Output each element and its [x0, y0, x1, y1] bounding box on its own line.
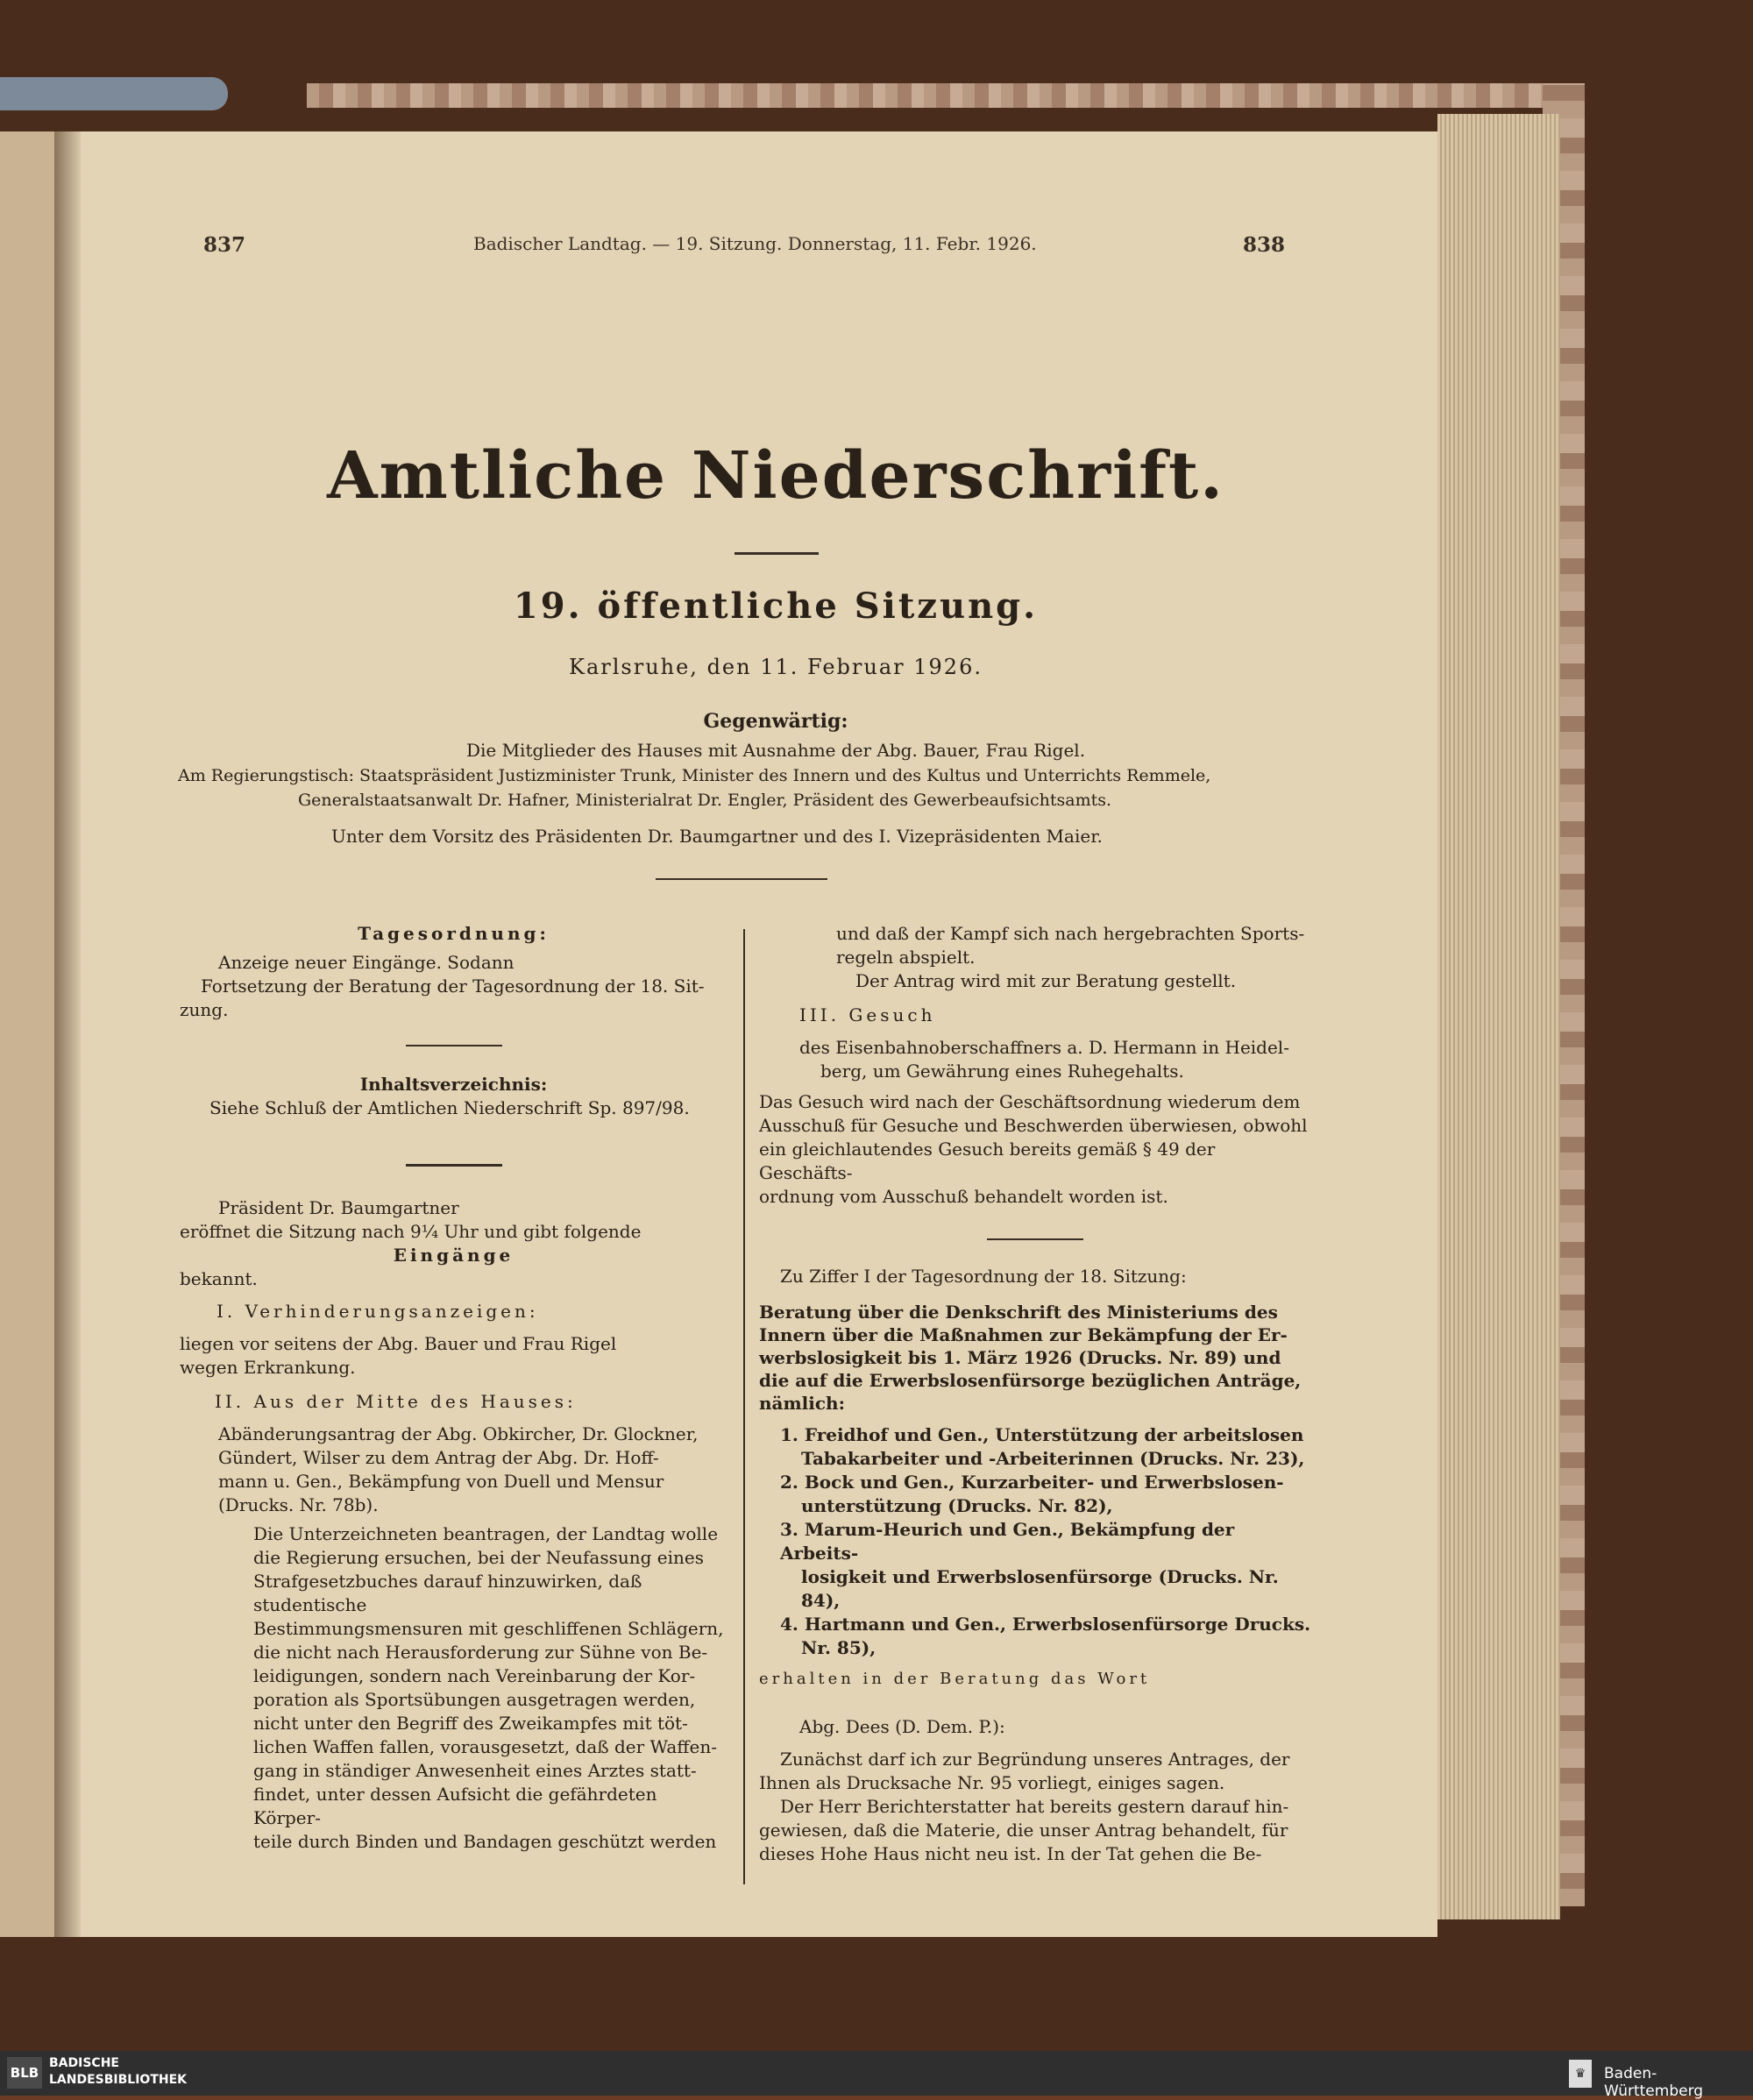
- motion-line: Gündert, Wilser zu dem Antrag der Abg. Dr. Hoff-: [218, 1447, 659, 1468]
- chair-line: Unter dem Vorsitz des Präsidenten Dr. Baumgartner und des I. Vizepräsidenten Maier.: [331, 826, 1103, 847]
- running-header: Badischer Landtag. — 19. Sitzung. Donnerstag, 11. Febr. 1926.: [473, 233, 1037, 254]
- speaker-line: Abg. Dees (D. Dem. P.):: [799, 1716, 1005, 1737]
- column-divider: [743, 929, 745, 1884]
- petition-rule: [987, 1238, 1083, 1240]
- index-heading: Inhaltsverzeichnis:: [359, 1074, 548, 1095]
- motion-text-line: lichen Waffen fallen, vorausgesetzt, daß der Waffen-: [253, 1736, 717, 1757]
- motion-list-item: 3. Marum-Heurich und Gen., Bekämpfung der Arbeits-: [780, 1519, 1235, 1564]
- ribbon-bookmark: [0, 77, 228, 110]
- motions-list: [759, 1423, 1311, 1660]
- agenda-item-2a: Fortsetzung der Beratung der Tagesordnung der 18. Sit-: [201, 976, 705, 997]
- deliberation-line: werbslosigkeit bis 1. März 1926 (Drucks. Nr. 89) und: [759, 1347, 1281, 1368]
- speech-line: Zunächst darf ich zur Begründung unseres Antrages, der: [780, 1749, 1290, 1770]
- motion-list-item: 2. Bock und Gen., Kurzarbeiter- und Erwerbslosen-: [780, 1472, 1284, 1493]
- deliberation-heading: [759, 1301, 1311, 1415]
- place-date: Karlsruhe, den 11. Februar 1926.: [569, 655, 983, 679]
- continuation-line: regeln abspielt.: [836, 947, 976, 968]
- government-line-1: Am Regierungstisch: Staatspräsident Justizminister Trunk, Minister des Innern und des Kultus und Unterrichts Remmele,: [178, 766, 1211, 785]
- page-number-right: 838: [1243, 233, 1286, 257]
- motion-list-item: Tabakarbeiter und -Arbeiterinnen (Drucks. Nr. 23),: [801, 1448, 1305, 1469]
- agenda-item-1: Anzeige neuer Eingänge. Sodann: [218, 952, 515, 973]
- motion-list-item: Nr. 85),: [801, 1637, 876, 1658]
- section-3-heading: III. Gesuch: [799, 1004, 936, 1025]
- deliberation-line: Innern über die Maßnahmen zur Bekämpfung der Er-: [759, 1324, 1288, 1345]
- motion-text-line: nicht unter den Begriff des Zweikampfes mit töt-: [253, 1713, 688, 1734]
- library-name[interactable]: [49, 2055, 187, 2089]
- agenda-item-2b: zung.: [180, 999, 229, 1020]
- title-rule: [735, 552, 819, 555]
- book-gutter: [54, 131, 81, 1937]
- blb-logo[interactable]: BLB: [7, 2057, 42, 2089]
- petition-line: des Eisenbahnoberschaffners a. D. Hermann in Heidel-: [799, 1037, 1289, 1058]
- page-stack-edges: [1437, 114, 1560, 1919]
- speech-line: dieses Hohe Haus nicht neu ist. In der Tat gehen die Be-: [759, 1843, 1262, 1864]
- state-name[interactable]: Baden-Württemberg: [1604, 2065, 1704, 2100]
- marbled-cover-top: [307, 83, 1551, 108]
- session-subtitle: 19. öffentliche Sitzung.: [513, 585, 1039, 627]
- motion-line: Abänderungsantrag der Abg. Obkircher, Dr. Glockner,: [218, 1423, 699, 1444]
- petition-text-line: Ausschuß für Gesuche und Beschwerden überwiesen, obwohl: [759, 1115, 1308, 1136]
- speech-line: gewiesen, daß die Materie, die unser Antrag behandelt, für: [759, 1820, 1288, 1841]
- index-text: Siehe Schluß der Amtlichen Niederschrift Sp. 897/98.: [209, 1097, 690, 1118]
- motion-text-line: Strafgesetzbuches darauf hinzuwirken, daß studentische: [253, 1571, 642, 1615]
- right-column: [759, 922, 1311, 1866]
- agenda-rule: [406, 1045, 502, 1046]
- motion-text-line: die Regierung ersuchen, bei der Neufassung eines: [253, 1547, 705, 1568]
- petition-text-line: ordnung vom Ausschuß behandelt worden ist.: [759, 1186, 1168, 1207]
- section-2-heading: II. Aus der Mitte des Hauses:: [215, 1391, 577, 1412]
- motion-line: (Drucks. Nr. 78b).: [218, 1494, 379, 1515]
- page-number-left: 837: [203, 233, 246, 257]
- motion-text-line: findet, unter dessen Aufsicht die gefährdeten Körper-: [253, 1784, 657, 1828]
- petition-line: berg, um Gewährung eines Ruhegehalts.: [820, 1061, 1184, 1082]
- speech: [759, 1748, 1311, 1866]
- opening-line: eröffnet die Sitzung nach 9¼ Uhr und gibt folgende: [180, 1221, 642, 1242]
- motion-text-line: poration als Sportsübungen ausgetragen werden,: [253, 1689, 696, 1710]
- motion-text-line: die nicht nach Herausforderung zur Sühne von Be-: [253, 1642, 708, 1663]
- petition-text-line: ein gleichlautendes Gesuch bereits gemäß § 49 der Geschäfts-: [759, 1139, 1216, 1183]
- section-1-heading: I. Verhinderungsanzeigen:: [216, 1301, 539, 1322]
- motion-note: Der Antrag wird mit zur Beratung gestellt.: [855, 970, 1237, 991]
- amendment-motion: [180, 1422, 727, 1517]
- motion-list-item: losigkeit und Erwerbslosenfürsorge (Drucks. Nr. 84),: [801, 1566, 1279, 1611]
- continuation-line: und daß der Kampf sich nach hergebrachten Sports-: [836, 923, 1305, 944]
- footer-bar: [0, 2051, 1753, 2096]
- petition: [759, 1036, 1311, 1083]
- coat-of-arms-icon: ♛: [1569, 2060, 1592, 2088]
- section-divider: [656, 878, 827, 880]
- speech-line: Ihnen als Drucksache Nr. 95 vorliegt, einiges sagen.: [759, 1772, 1225, 1793]
- item-intro: Zu Ziffer I der Tagesordnung der 18. Sitzung:: [780, 1266, 1187, 1287]
- eingaenge-heading: Eingänge: [393, 1245, 515, 1266]
- bekannt-line: bekannt.: [180, 1268, 258, 1289]
- left-column: [180, 922, 727, 1854]
- document-title: Amtliche Niederschrift.: [327, 438, 1224, 514]
- deliberation-line: nämlich:: [759, 1393, 845, 1414]
- motion-text-line: Bestimmungsmensuren mit geschliffenen Schlägern,: [253, 1618, 724, 1639]
- library-name-line-1: BADISCHE: [49, 2056, 119, 2070]
- absent-line-2: wegen Erkrankung.: [180, 1357, 356, 1378]
- present-members: Die Mitglieder des Hauses mit Ausnahme der Abg. Bauer, Frau Rigel.: [465, 740, 1086, 761]
- absent-line-1: liegen vor seitens der Abg. Bauer und Frau Rigel: [180, 1333, 617, 1354]
- speech-line: Der Herr Berichterstatter hat bereits gestern darauf hin-: [780, 1796, 1289, 1817]
- motion-continuation: [759, 922, 1311, 969]
- deliberation-line: die auf die Erwerbslosenfürsorge bezüglichen Anträge,: [759, 1370, 1302, 1391]
- library-name-line-2: LANDESBIBLIOTHEK: [49, 2073, 188, 2087]
- motion-text-line: teile durch Binden und Bandagen geschützt werden: [253, 1831, 717, 1852]
- motion-text-line: gang in ständiger Anwesenheit eines Arztes statt-: [253, 1760, 697, 1781]
- index-rule: [406, 1164, 502, 1167]
- petition-text: [759, 1090, 1311, 1209]
- petition-text-line: Das Gesuch wird nach der Geschäftsordnung wiederum dem: [759, 1091, 1301, 1112]
- motion-list-item: 1. Freidhof und Gen., Unterstützung der arbeitslosen: [780, 1424, 1304, 1445]
- facing-page-edge: [0, 131, 57, 1937]
- present-heading: Gegenwärtig:: [703, 710, 848, 733]
- president-line: Präsident Dr. Baumgartner: [218, 1197, 459, 1218]
- motion-list-item: unterstützung (Drucks. Nr. 82),: [801, 1495, 1113, 1516]
- motion-text: [180, 1522, 727, 1854]
- agenda-heading: Tagesordnung:: [358, 923, 550, 944]
- word-given: erhalten in der Beratung das Wort: [759, 1670, 1151, 1688]
- motion-line: mann u. Gen., Bekämpfung von Duell und Mensur: [218, 1471, 664, 1492]
- government-line-2: Generalstaatsanwalt Dr. Hafner, Ministerialrat Dr. Engler, Präsident des Gewerbeaufsichtsamts.: [298, 791, 1112, 810]
- motion-list-item: 4. Hartmann und Gen., Erwerbslosenfürsorge Drucks.: [780, 1614, 1311, 1635]
- motion-text-line: Die Unterzeichneten beantragen, der Landtag wolle: [253, 1523, 719, 1544]
- motion-text-line: leidigungen, sondern nach Vereinbarung der Kor-: [253, 1665, 696, 1686]
- deliberation-line: Beratung über die Denkschrift des Ministeriums des: [759, 1302, 1278, 1323]
